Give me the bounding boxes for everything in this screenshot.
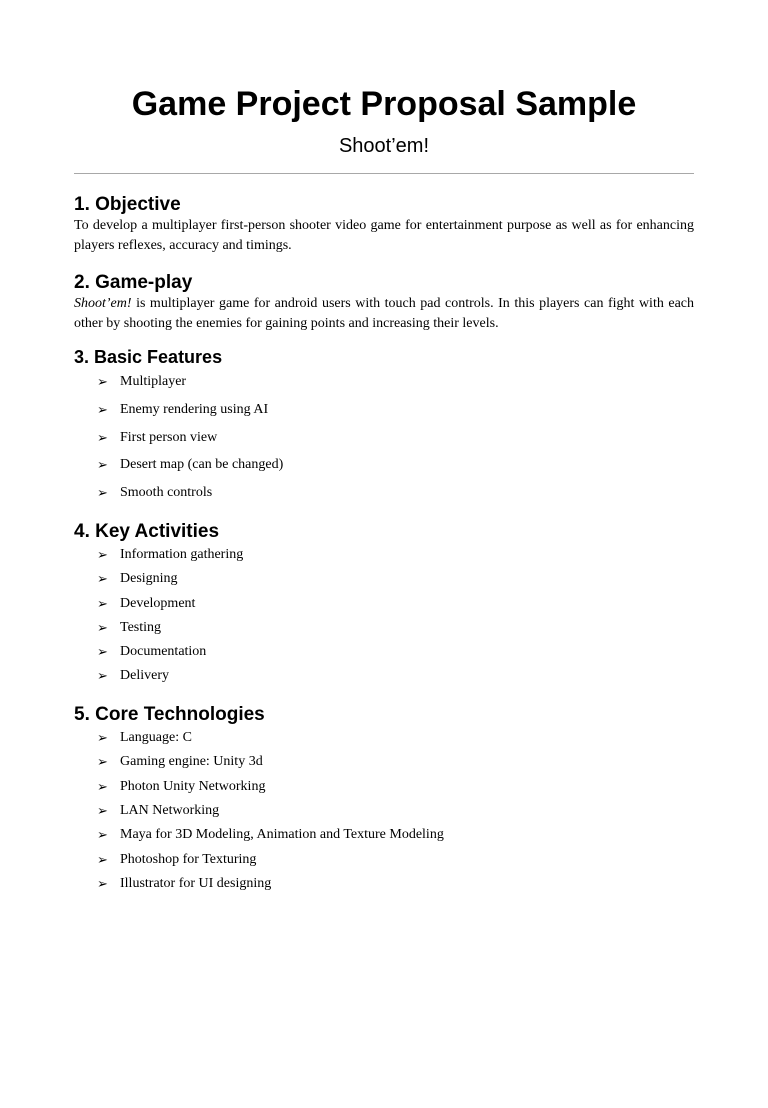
section-heading-features: 3. Basic Features xyxy=(74,347,223,367)
activities-list xyxy=(74,543,694,689)
section-heading-objective: 1. Objective xyxy=(74,194,181,215)
list-item-label: Development xyxy=(120,595,196,611)
list-item xyxy=(97,396,694,424)
arrowhead-bullet-icon: ➢ xyxy=(97,754,108,770)
list-item-label: Desert map (can be changed) xyxy=(120,457,284,473)
game-name-italic: Shoot’em! xyxy=(74,296,132,311)
list-item xyxy=(97,616,694,640)
list-item xyxy=(97,823,694,847)
list-item-label: Testing xyxy=(120,619,162,635)
arrowhead-bullet-icon: ➢ xyxy=(97,571,108,587)
document-title: Game Project Proposal Sample xyxy=(131,85,637,123)
list-item-label: Photon Unity Networking xyxy=(120,778,266,794)
arrowhead-bullet-icon: ➢ xyxy=(97,619,108,635)
list-item-label: Information gathering xyxy=(120,546,244,562)
list-item-label: Illustrator for UI designing xyxy=(120,876,272,892)
list-item-label: First person view xyxy=(120,429,218,445)
list-item-label: LAN Networking xyxy=(120,802,220,818)
list-item-label: Language: C xyxy=(120,729,192,745)
list-item xyxy=(97,368,694,396)
arrowhead-bullet-icon: ➢ xyxy=(97,851,108,867)
list-item xyxy=(97,775,694,799)
arrowhead-bullet-icon: ➢ xyxy=(97,827,108,843)
list-item xyxy=(97,424,694,452)
list-item xyxy=(97,640,694,664)
arrowhead-bullet-icon: ➢ xyxy=(97,778,108,794)
list-item xyxy=(97,726,694,750)
list-item xyxy=(97,592,694,616)
arrowhead-bullet-icon: ➢ xyxy=(97,546,108,562)
list-item-label: Gaming engine: Unity 3d xyxy=(120,754,263,770)
section-heading-core-technologies: 5. Core Technologies xyxy=(74,703,265,725)
list-item-label: Documentation xyxy=(120,644,207,660)
arrowhead-bullet-icon: ➢ xyxy=(97,802,108,818)
features-list xyxy=(74,368,694,507)
arrowhead-bullet-icon: ➢ xyxy=(97,485,108,501)
list-item xyxy=(97,479,694,507)
list-item xyxy=(97,750,694,774)
arrowhead-bullet-icon: ➢ xyxy=(97,729,108,745)
list-item-label: Photoshop for Texturing xyxy=(120,851,257,867)
core-technologies-list xyxy=(74,726,694,897)
title-divider xyxy=(74,173,694,174)
arrowhead-bullet-icon: ➢ xyxy=(97,374,108,389)
list-item-label: Maya for 3D Modeling, Animation and Texture Modeling xyxy=(120,827,444,843)
arrowhead-bullet-icon: ➢ xyxy=(97,401,108,417)
arrowhead-bullet-icon: ➢ xyxy=(97,876,108,892)
arrowhead-bullet-icon: ➢ xyxy=(97,595,108,611)
list-item xyxy=(97,664,694,688)
arrowhead-bullet-icon: ➢ xyxy=(97,429,108,445)
list-item xyxy=(97,567,694,591)
document-page xyxy=(0,84,768,1108)
gameplay-paragraph xyxy=(74,294,694,333)
list-item-label: Enemy rendering using AI xyxy=(120,401,269,417)
gameplay-text: is multiplayer game for android users with touch pad controls. In this players can fight with each other by shooting the enemies for gaining points and increasing their levels. xyxy=(74,296,694,331)
document-subtitle: Shoot’em! xyxy=(338,135,430,157)
list-item-label: Multiplayer xyxy=(120,374,187,389)
list-item xyxy=(97,451,694,479)
list-item xyxy=(97,543,694,567)
arrowhead-bullet-icon: ➢ xyxy=(97,644,108,660)
arrowhead-bullet-icon: ➢ xyxy=(97,668,108,684)
section-heading-activities: 4. Key Activities xyxy=(74,520,220,542)
list-item xyxy=(97,799,694,823)
objective-paragraph: To develop a multiplayer first-person shooter video game for entertainment purpose as well as for enhancing players reflexes, accuracy and timings. xyxy=(74,218,694,253)
section-heading-gameplay: 2. Game-play xyxy=(74,272,193,293)
list-item-label: Designing xyxy=(120,571,178,587)
arrowhead-bullet-icon: ➢ xyxy=(97,457,108,473)
list-item xyxy=(97,848,694,872)
list-item-label: Delivery xyxy=(120,668,169,684)
list-item-label: Smooth controls xyxy=(120,485,213,501)
list-item xyxy=(97,872,694,896)
